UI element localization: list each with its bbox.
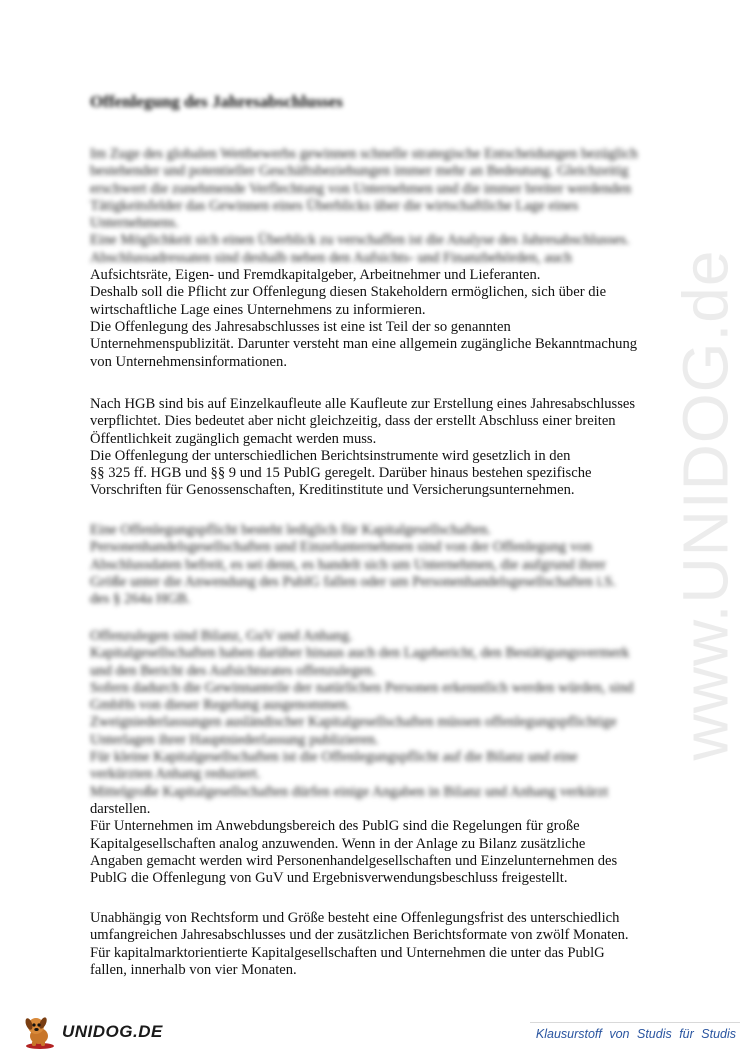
- text-line: Die Offenlegung der unterschiedlichen Berichtsinstrumente wird gesetzlich in den: [90, 447, 571, 464]
- text-line-blurred: bestehender und potentieller Geschäftsbeziehungen immer mehr an Bedeutung. Gleichzeitig: [90, 163, 629, 180]
- text-line: Nach HGB sind bis auf Einzelkaufleute alle Kaufleute zur Erstellung eines Jahresabschlusses: [90, 396, 636, 412]
- text-line: Aufsichtsräte, Eigen- und Fremdkapitalgeber, Arbeitnehmer und Lieferanten.: [90, 267, 541, 284]
- paragraph-4: [90, 628, 670, 887]
- text-line-blurred: und den Bericht des Aufsichtsrates offenzulegen.: [90, 662, 376, 679]
- text-line-blurred: verkürzten Anhang reduziert.: [90, 766, 261, 783]
- text-line-blurred: Eine Möglichkeit sich einen Überblick zu verschaffen ist die Analyse des Jahresabschlusses.: [90, 232, 630, 249]
- text-line: von Unternehmensinformationen.: [90, 353, 287, 370]
- text-line-blurred: Tätigkeitsfelder das Gewinnen eines Überblicks über die wirtschaftliche Lage eines: [90, 197, 579, 214]
- text-line: Für Unternehmen im Anwebdungsbereich des PublG sind die Regelungen für große: [90, 818, 580, 835]
- text-line: Öffentlichkeit zugänglich gemacht werden muss.: [90, 430, 377, 447]
- text-line: darstellen.: [90, 800, 151, 817]
- text-line: umfangreichen Jahresabschlusses und der zusätzlichen Berichtsformate von zwölf Monaten.: [90, 927, 629, 944]
- paragraph-3: [90, 522, 670, 608]
- unidog-logo[interactable]: [20, 1012, 163, 1052]
- text-line-blurred: Abschlussadressaten sind deshalb neben den Aufsichts- und Finanzbehörden, auch: [90, 249, 572, 266]
- text-line: Deshalb soll die Pflicht zur Offenlegung diesen Stakeholdern ermöglichen, sich über die: [90, 284, 607, 301]
- text-line-blurred: erschwert die zunehmende Verflechtung von Unternehmen und die immer breiter werdenden: [90, 180, 632, 197]
- text-line-blurred: Sofern dadurch die Gewinnanteile der natürlichen Personen erkenntlich werden würden, sind: [90, 679, 634, 696]
- text-line-blurred: Unterlagen ihrer Hauptniederlassung publizieren.: [90, 731, 379, 748]
- document-title: Offenlegung des Jahresabschlusses: [90, 92, 343, 111]
- logo-text: UNIDOG.DE: [62, 1022, 163, 1041]
- text-line: Vorschriften für Genossenschaften, Kreditinstitute und Versicherungsunternehmen.: [90, 482, 575, 499]
- dog-mascot-icon: [20, 1012, 60, 1052]
- text-line: Unternehmenspublizität. Darunter versteht man eine allgemein zugängliche Bekanntmachung: [90, 336, 638, 353]
- footer-tagline: Klausurstoff von Studis für Studis: [535, 1027, 736, 1041]
- text-line: wirtschaftliche Lage eines Unternehmens zu informieren.: [90, 301, 426, 318]
- text-line-blurred: des § 264a HGB.: [90, 591, 191, 608]
- paragraph-1: [90, 146, 670, 371]
- watermark-text: www.UNIDOG.de: [669, 249, 741, 761]
- text-line-blurred: Größe unter die Anwendung des PublG fallen oder um Personenhandelsgesellschaften i.S.: [90, 573, 617, 590]
- text-line: Kapitalgesellschaften analog anzuwenden. Wenn in der Anlage zu Bilanz zusätzliche: [90, 835, 586, 852]
- text-line: Die Offenlegung des Jahresabschlusses ist eine ist Teil der so genannten: [90, 318, 511, 335]
- text-line-blurred: Personenhandelsgesellschaften und Einzelunternehmen sind von der Offenlegung von: [90, 539, 592, 556]
- paragraph-5: [90, 910, 670, 979]
- text-line: Angaben gemacht werden wird Personenhandelgesellschaften und Einzelunternehmen des: [90, 852, 618, 869]
- text-line-blurred: Mittelgroße Kapitalgesellschaften dürfen einige Angaben in Bilanz und Anhang verkürzt: [90, 783, 609, 800]
- text-line-blurred: Eine Offenlegungspflicht besteht lediglich für Kapitalgesellschaften.: [90, 522, 491, 538]
- text-line-blurred: Unternehmens.: [90, 215, 179, 232]
- text-line-blurred: Offenzulegen sind Bilanz, GuV und Anhang.: [90, 628, 353, 644]
- text-line-blurred: Für kleine Kapitalgesellschaften ist die Offenlegungspflicht auf die Bilanz und eine: [90, 749, 578, 766]
- text-line: Unabhängig von Rechtsform und Größe besteht eine Offenlegungsfrist des unterschiedlich: [90, 910, 620, 926]
- text-line: PublG die Offenlegung von GuV und Ergebnisverwendungsbeschluss freigestellt.: [90, 870, 568, 887]
- text-line-blurred: Zweigniederlassungen ausländischer Kapitalgesellschaften müssen offenlegungspflichtige: [90, 714, 617, 731]
- footer-divider: [530, 1022, 740, 1023]
- paragraph-2: [90, 396, 670, 500]
- text-line-blurred: GmbHs von dieser Regelung ausgenommen.: [90, 697, 351, 714]
- text-line: §§ 325 ff. HGB und §§ 9 und 15 PublG geregelt. Darüber hinaus bestehen spezifische: [90, 465, 592, 482]
- text-line: fallen, innerhalb von vier Monaten.: [90, 961, 297, 978]
- text-line-blurred: Abschlussdaten befreit, es sei denn, es handelt sich um Unternehmen, die aufgrund ihrer: [90, 556, 606, 573]
- text-line-blurred: Im Zuge des globalen Wettbewerbs gewinnen schnelle strategische Entscheidungen bezüglich: [90, 146, 638, 162]
- text-line: verpflichtet. Dies bedeutet aber nicht gleichzeitig, dass der erstellt Abschluss einer breiten: [90, 413, 616, 430]
- text-line: Für kapitalmarktorientierte Kapitalgesellschaften und Unternehmen die unter das PublG: [90, 944, 605, 961]
- text-line-blurred: Kapitalgesellschaften haben darüber hinaus auch den Lagebericht, den Bestätigungsvermerk: [90, 645, 630, 662]
